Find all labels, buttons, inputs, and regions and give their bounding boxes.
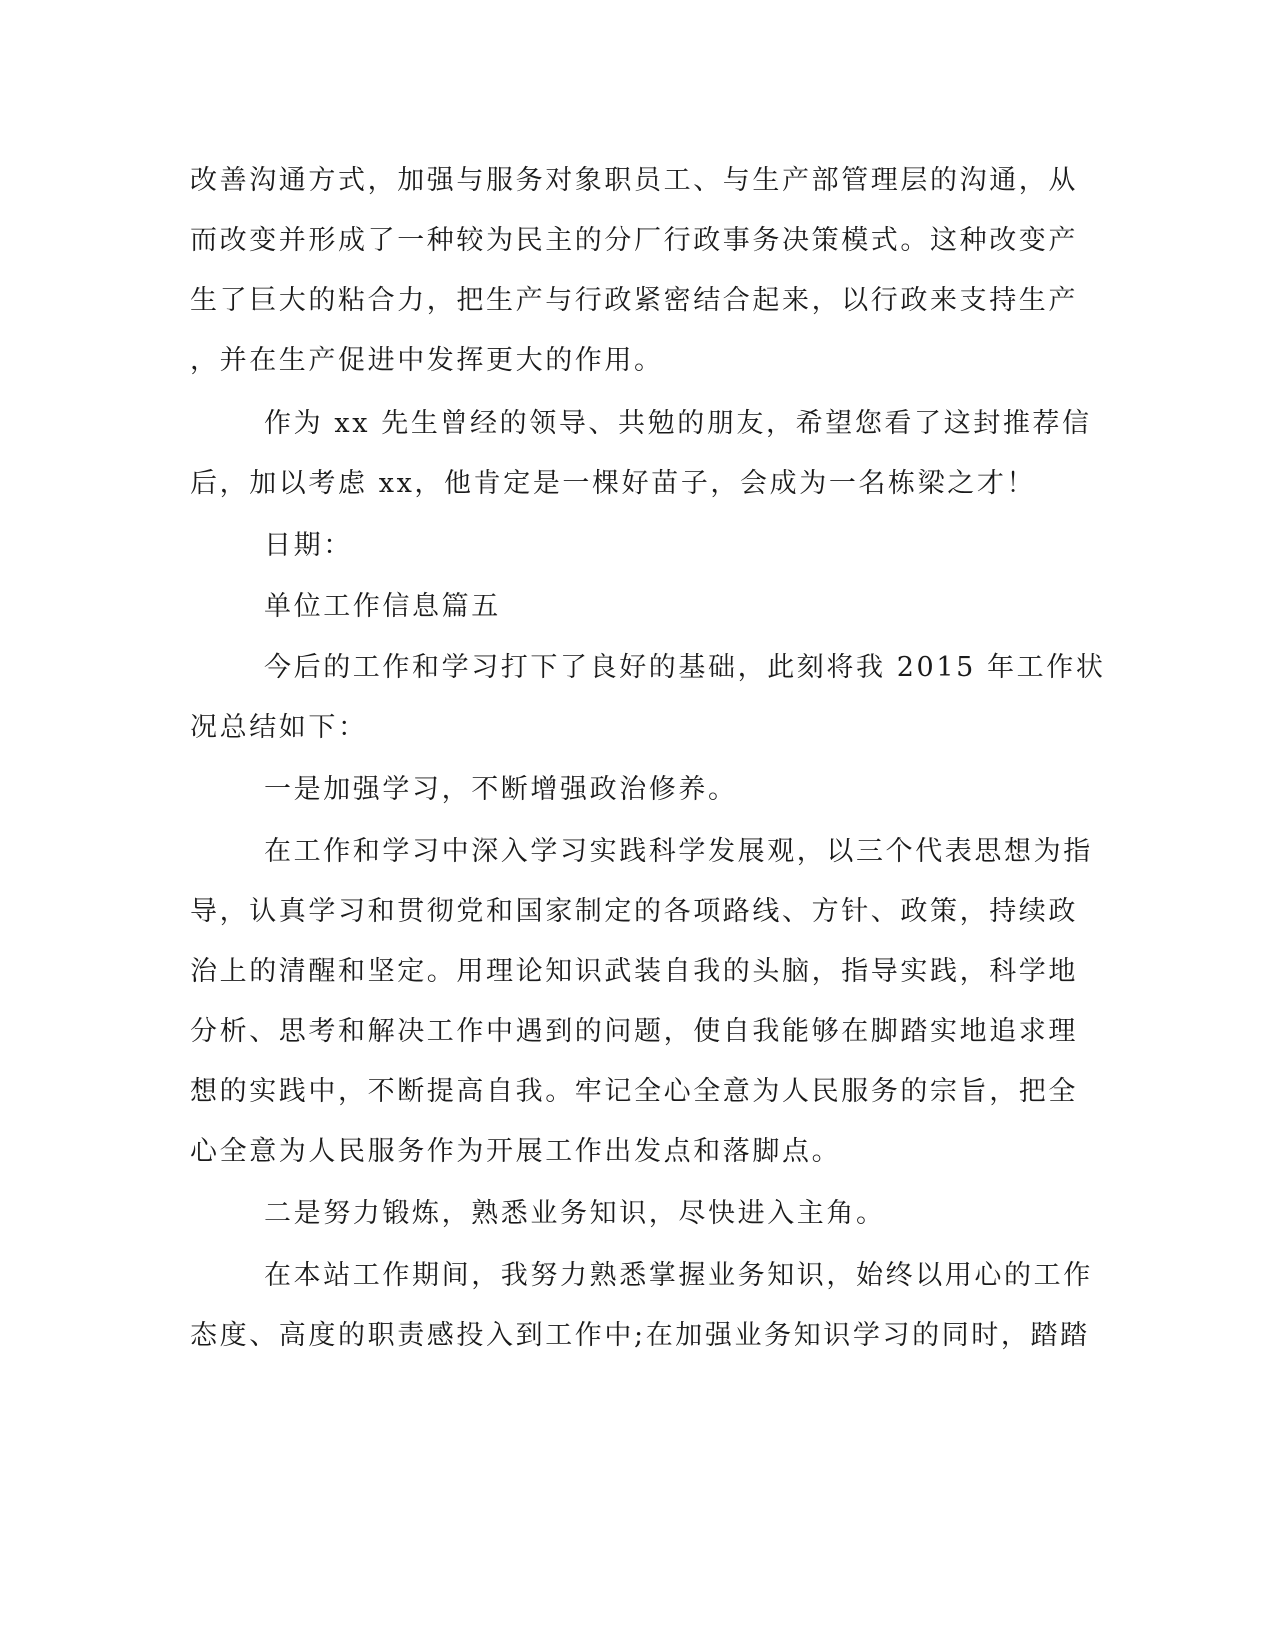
- paragraph-line: 而改变并形成了一种较为民主的分厂行政事务决策模式。这种改变产: [190, 225, 1078, 256]
- paragraph-line: 改善沟通方式，加强与服务对象职员工、与生产部管理层的沟通，从: [190, 165, 1078, 196]
- subheading: 一是加强学习，不断增强政治修养。: [264, 774, 738, 805]
- paragraph-line: 分析、思考和解决工作中遇到的问题，使自我能够在脚踏实地追求理: [190, 1016, 1078, 1047]
- paragraph-line: 生了巨大的粘合力，把生产与行政紧密结合起来，以行政来支持生产: [190, 285, 1078, 316]
- paragraph-line: 今后的工作和学习打下了良好的基础，此刻将我 2015 年工作状: [264, 652, 1106, 683]
- paragraph-line: ，并在生产促进中发挥更大的作用。: [190, 345, 664, 376]
- paragraph-line: 况总结如下：: [190, 712, 368, 743]
- subheading: 二是努力锻炼，熟悉业务知识，尽快进入主角。: [264, 1198, 886, 1229]
- paragraph-line: 心全意为人民服务作为开展工作出发点和落脚点。: [190, 1136, 842, 1167]
- paragraph-line: 作为 xx 先生曾经的领导、共勉的朋友，希望您看了这封推荐信: [264, 408, 1092, 439]
- paragraph-line: 在本站工作期间，我努力熟悉掌握业务知识，始终以用心的工作: [264, 1260, 1093, 1291]
- paragraph-line: 导，认真学习和贯彻党和国家制定的各项路线、方针、政策，持续政: [190, 896, 1078, 927]
- paragraph-line: 态度、高度的职责感投入到工作中;在加强业务知识学习的同时，踏踏: [190, 1320, 1090, 1351]
- paragraph-line: 在工作和学习中深入学习实践科学发展观，以三个代表思想为指: [264, 836, 1093, 867]
- paragraph-line: 想的实践中，不断提高自我。牢记全心全意为人民服务的宗旨，把全: [190, 1076, 1078, 1107]
- paragraph-line: 治上的清醒和坚定。用理论知识武装自我的头脑，指导实践，科学地: [190, 956, 1078, 987]
- paragraph-line: 后，加以考虑 xx，他肯定是一棵好苗子，会成为一名栋梁之才！: [190, 468, 1037, 499]
- date-label: 日期：: [264, 530, 353, 561]
- section-heading: 单位工作信息篇五: [264, 591, 501, 622]
